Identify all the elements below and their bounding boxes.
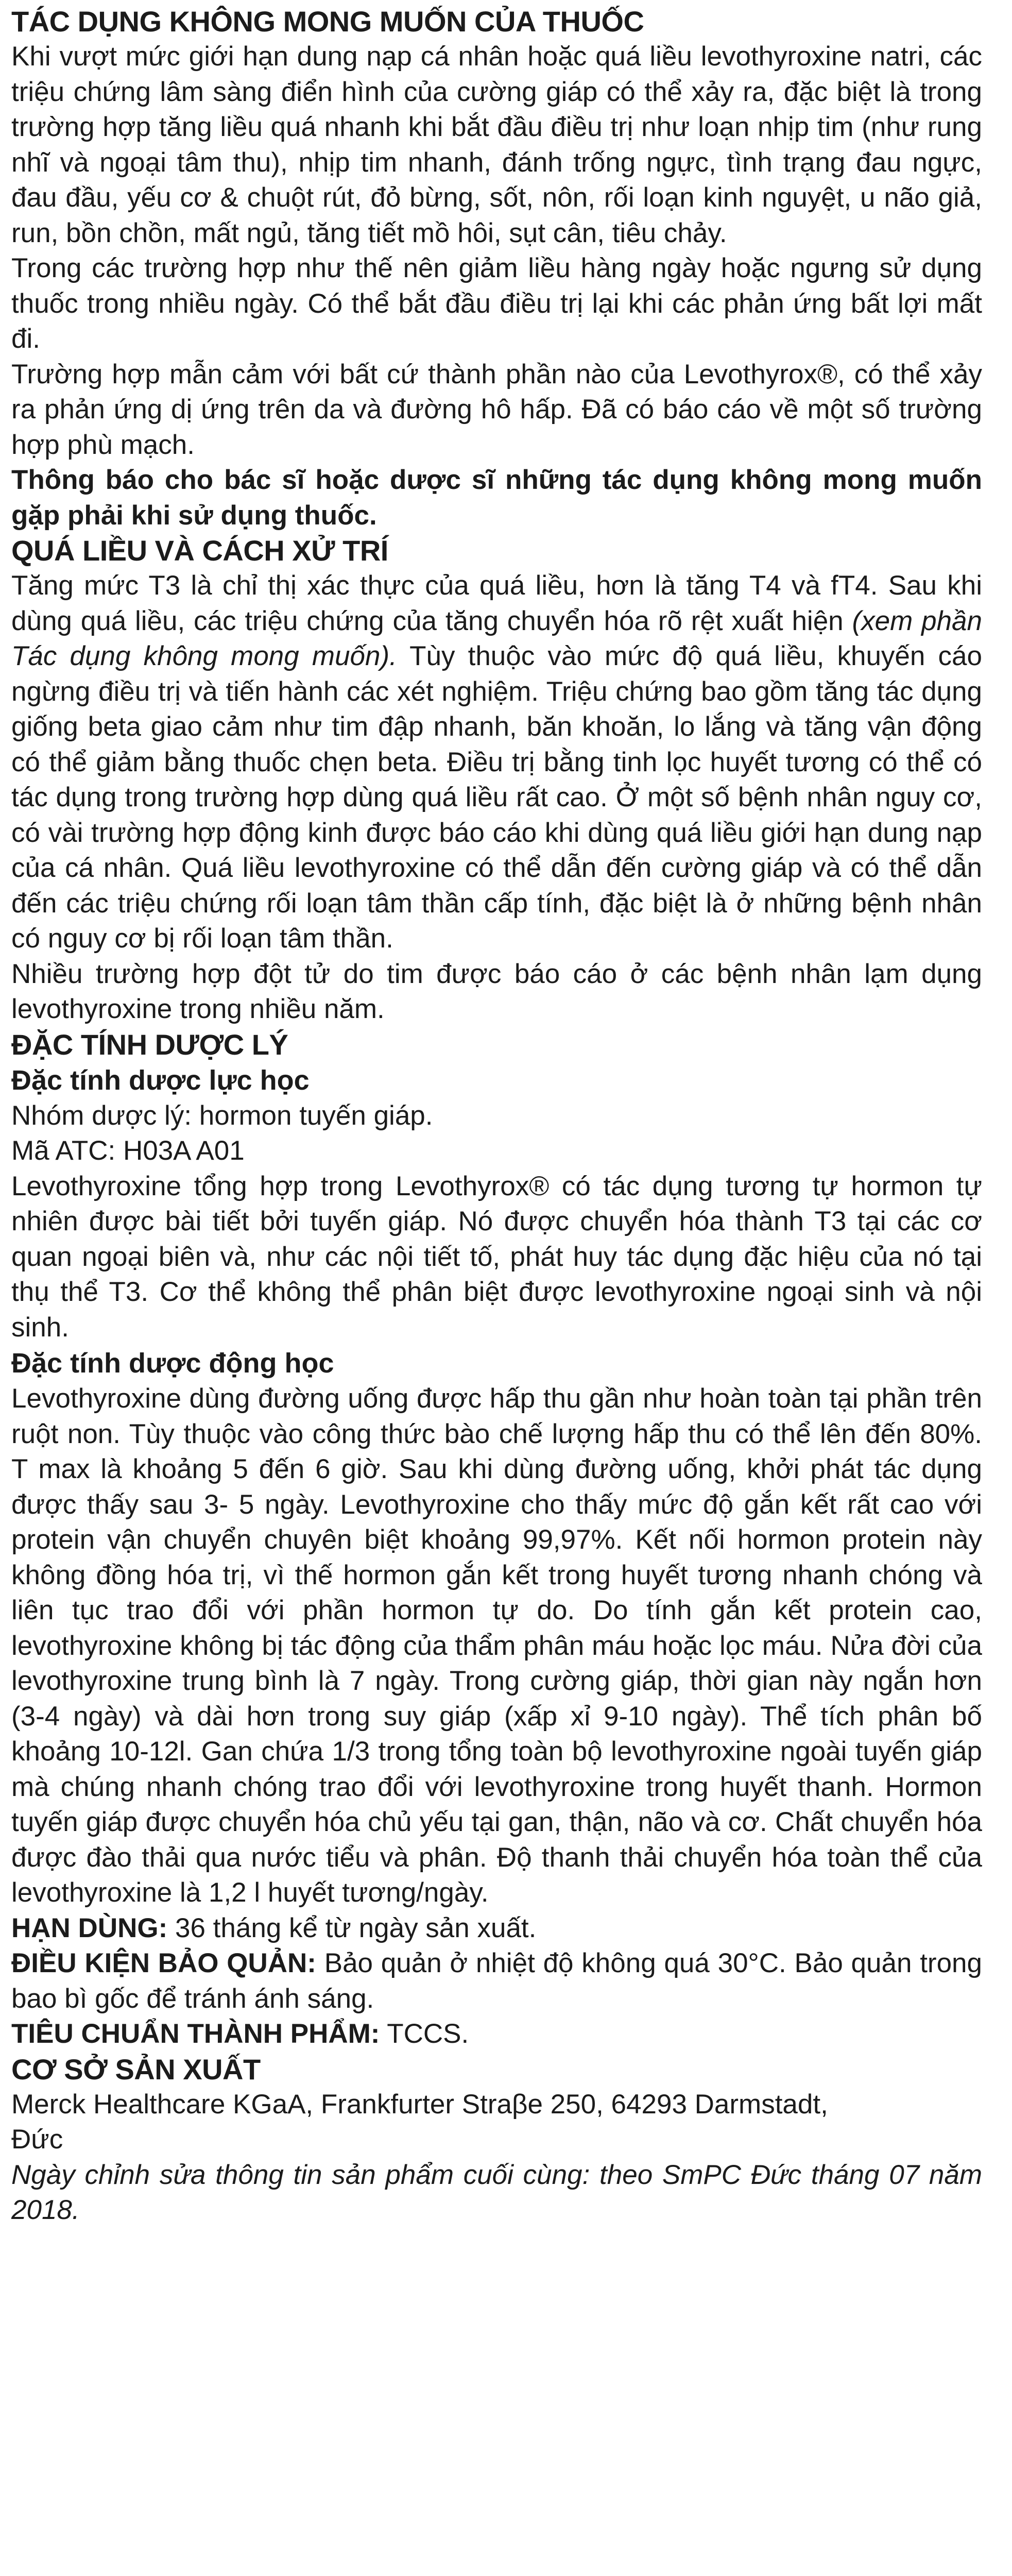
overdose-p1-start: Tăng mức T3 là chỉ thị xác thực của quá liều, hơn là tăng T4 và fT4. Sau khi dùng quá liều, các triệu chứng của tăng chuyển hóa rõ rệt xuất hiện [11,570,982,636]
overdose-p1-end: Tùy thuộc vào mức độ quá liều, khuyến cáo ngừng điều trị và tiến hành các xét nghiệm. Triệu chứng bao gồm tăng tác dụng giống beta giao cảm như tim đập nhanh, băn khoăn, lo lắng và tăng vận động có thể giảm bằng thuốc chẹn beta. Điều trị bằng tinh lọc huyết tương có thể có tác dụng trong trường hợp dùng quá liều rất cao. Ở một số bệnh nhân nguy cơ, có vài trường hợp động kinh được báo cáo khi dùng quá liều giới hạn dung nạp của cá nhân. Quá liều levothyroxine có thể dẫn đến cường giáp và có thể dẫn đến các triệu chứng rối loạn tâm thần cấp tính, đặc biệt là ở những bệnh nhân có nguy cơ bị rối loạn tâm thần. [11,641,982,954]
expiry-line [11,1911,982,1946]
pharmacology-title: ĐẶC TÍNH DƯỢC LÝ [11,1028,288,1061]
overdose-paragraph-2: Nhiều trường hợp đột tử do tim được báo cáo ở các bệnh nhân lạm dụng levothyroxine trong nhiều năm. [11,958,982,1024]
expiry-value: 36 tháng kể từ ngày sản xuất. [167,1912,537,1943]
pharmacodynamics-atc: Mã ATC: H03A A01 [11,1136,245,1166]
manufacturer-address: Merck Healthcare KGaA, Frankfurter Straβe 250, 64293 Darmstadt, [11,2089,828,2120]
overdose-section [11,533,982,1027]
manufacturer-section [11,2052,982,2158]
manufacturer-country: Đức [11,2124,63,2155]
standard-section [11,2016,982,2052]
side-effects-section [11,4,982,533]
storage-section [11,1946,982,2016]
pharmacodynamics-title: Đặc tính dược lực học [11,1064,310,1096]
standard-line [11,2016,982,2052]
pharmacokinetics-text: Levothyroxine dùng đường uống được hấp thu gần như hoàn toàn tại phần trên ruột non. Tùy thuộc vào công thức bào chế lượng hấp thu có thể lên đến 80%. T max là khoảng 5 đến 6 giờ. Sau khi dùng đường uống, khởi phát tác dụng được thấy sau 3- 5 ngày. Levothyroxine cho thấy mức độ gắn kết rất cao với protein vận chuyển chuyên biệt khoảng 99,97%. Kết nối hormon protein này không đồng hóa trị, vì thế hormon gắn kết trong huyết tương nhanh chóng và liên tục trao đổi với phần hormon tự do. Do tính gắn kết protein cao, levothyroxine không bị tác động của thẩm phân máu hoặc lọc máu. Nửa đời của levothyroxine trung bình là 7 ngày. Trong cường giáp, thời gian này ngắn hơn (3-4 ngày) và dài hơn trong suy giáp (xấp xỉ 9-10 ngày). Thể tích phân bố khoảng 10-12l. Gan chứa 1/3 trong tổng toàn bộ levothyroxine ngoài tuyến giáp mà chúng nhanh chóng trao đổi với levothyroxine trong huyết thanh. Hormon tuyến giáp được chuyển hóa chủ yếu tại gan, thận, não và cơ. Chất chuyển hóa được đào thải qua nước tiểu và phân. Độ thanh thải chuyển hóa toàn thể của levothyroxine là 1,2 l huyết tương/ngày. [11,1383,982,1908]
expiry-section [11,1911,982,1946]
pharmacodynamics-group: Nhóm dược lý: hormon tuyến giáp. [11,1100,433,1131]
standard-value: TCCS. [380,2019,469,2049]
manufacturer-title: CƠ SỞ SẢN XUẤT [11,2053,261,2086]
storage-label: ĐIỀU KIỆN BẢO QUẢN: [11,1948,316,1978]
overdose-title: QUÁ LIỀU VÀ CÁCH XỬ TRÍ [11,534,388,567]
revision-date: Ngày chỉnh sửa thông tin sản phẩm cuối cùng: theo SmPC Đức tháng 07 năm 2018. [11,2159,982,2225]
overdose-p1-crossref: (xem phần Tác dụng không mong muốn). [11,605,982,671]
pharmacodynamics-text: Levothyroxine tổng hợp trong Levothyrox® có tác dụng tương tự hormon tự nhiên được bài tiết bởi tuyến giáp. Nó được chuyển hóa thành T3 tại các cơ quan ngoại biên và, như các nội tiết tố, phát huy tác dụng đặc hiệu của nó tại thụ thể T3. Cơ thể không thể phân biệt được levothyroxine ngoại sinh và nội sinh. [11,1171,982,1343]
side-effects-paragraph-3: Trường hợp mẫn cảm với bất cứ thành phần nào của Levothyrox®, có thể xảy ra phản ứng dị ứng trên da và đường hô hấp. Đã có báo cáo về một số trường hợp phù mạch. [11,359,982,460]
side-effects-paragraph-1: Khi vượt mức giới hạn dung nạp cá nhân hoặc quá liều levothyroxine natri, các triệu chứng lâm sàng điển hình của cường giáp có thể xảy ra, đặc biệt là trong trường hợp tăng liều quá nhanh khi bắt đầu điều trị như loạn nhịp tim (như rung nhĩ và ngoại tâm thu), nhịp tim nhanh, đánh trống ngực, tình trạng đau ngực, đau đầu, yếu cơ & chuột rút, đỏ bừng, sốt, nôn, rối loạn kinh nguyệt, u não giả, run, bồn chồn, mất ngủ, tăng tiết mồ hôi, sụt cân, tiêu chảy. [11,41,982,248]
pharmacology-section [11,1027,982,1911]
side-effects-paragraph-2: Trong các trường hợp như thế nên giảm liều hàng ngày hoặc ngưng sử dụng thuốc trong nhiều ngày. Có thể bắt đầu điều trị lại khi các phản ứng bất lợi mất đi. [11,253,982,354]
overdose-paragraph-1 [11,568,982,957]
side-effects-title: TÁC DỤNG KHÔNG MONG MUỐN CỦA THUỐC [11,5,644,38]
expiry-label: HẠN DÙNG: [11,1912,168,1943]
standard-label: TIÊU CHUẨN THÀNH PHẨM: [11,2019,380,2049]
pharmacokinetics-title: Đặc tính dược động học [11,1348,334,1379]
side-effects-notice: Thông báo cho bác sĩ hoặc dược sĩ những tác dụng không mong muốn gặp phải khi sử dụng thuốc. [11,465,982,531]
storage-line [11,1946,982,2016]
storage-value: Bảo quản ở nhiệt độ không quá 30°C. Bảo quản trong bao bì gốc để tránh ánh sáng. [11,1948,982,2014]
